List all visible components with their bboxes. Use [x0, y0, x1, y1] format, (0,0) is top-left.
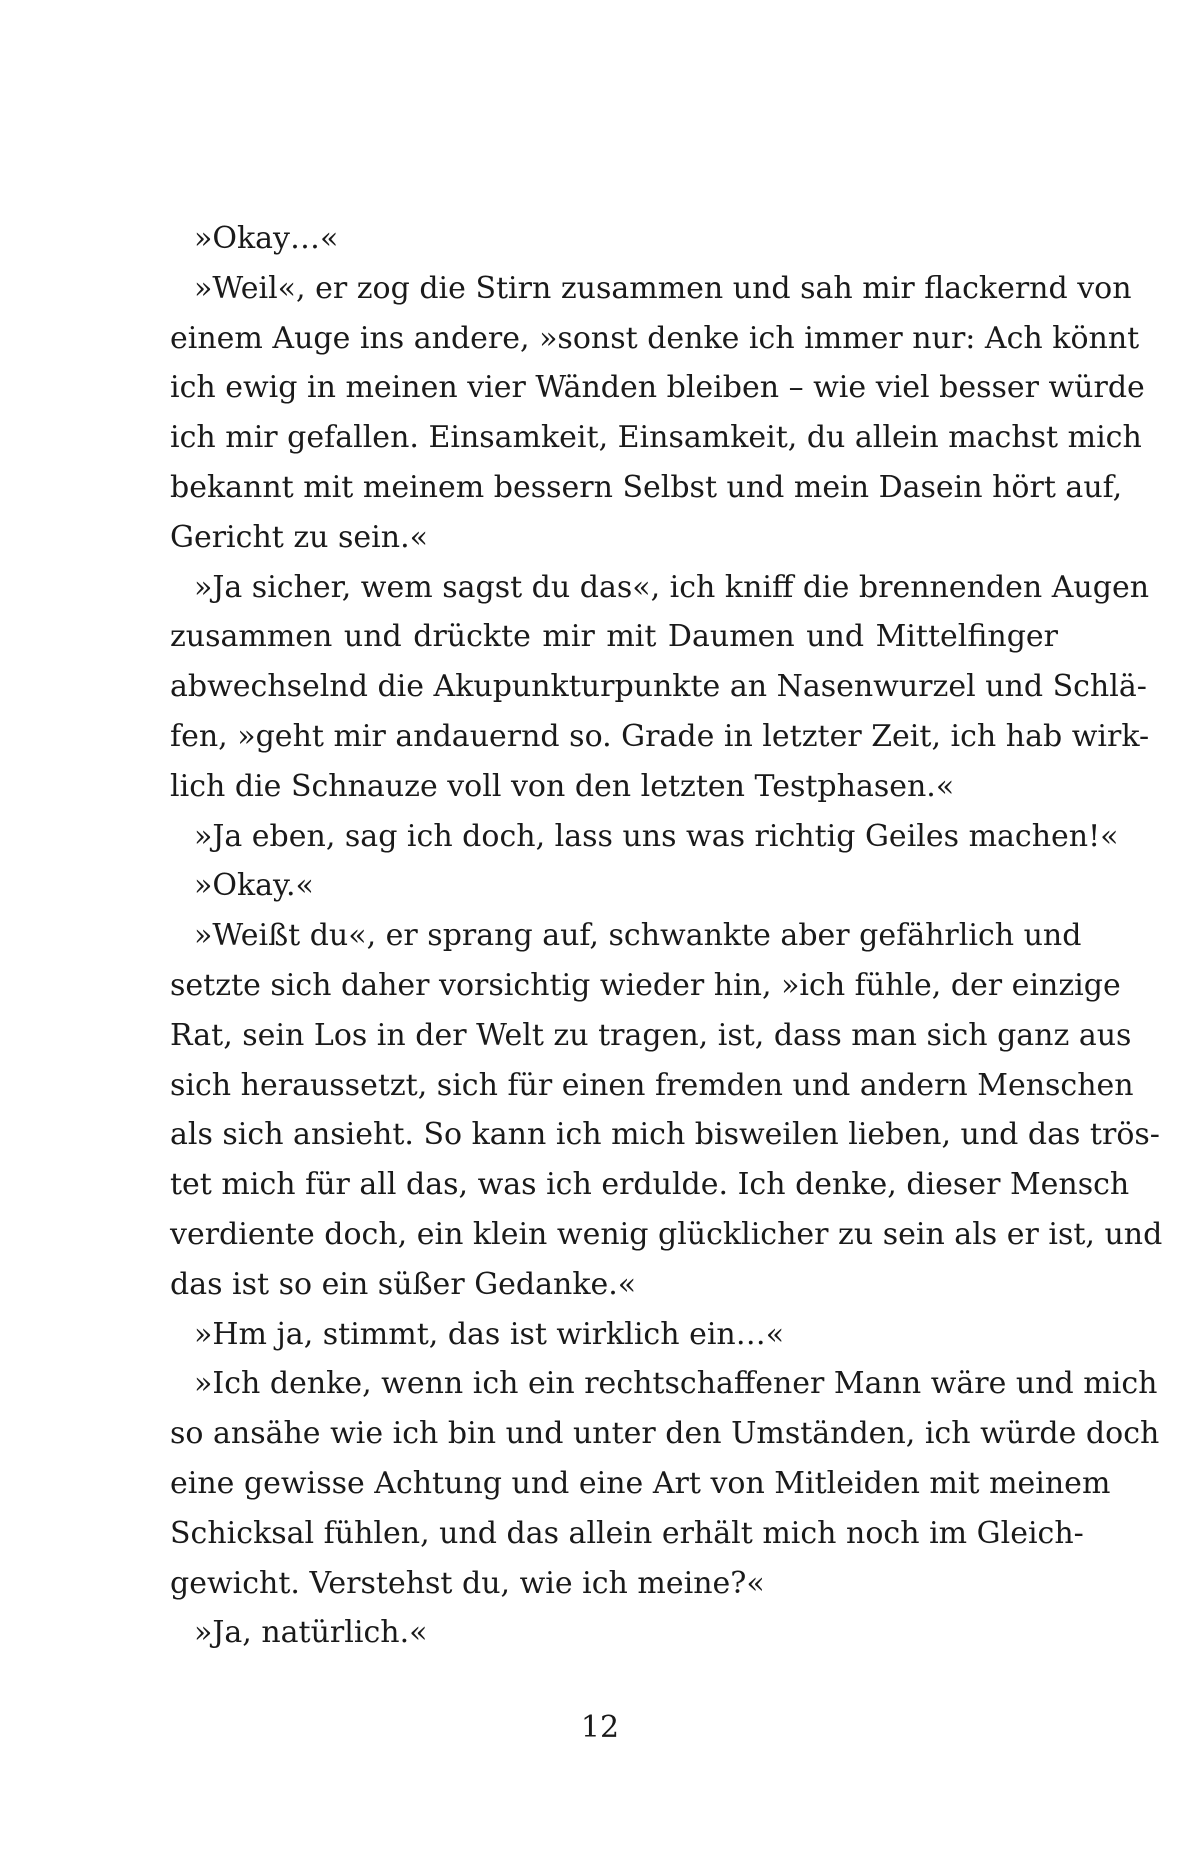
text-line: verdiente doch, ein klein wenig glücklicher zu sein als er ist, und — [170, 1216, 1163, 1252]
text-line: als sich ansieht. So kann ich mich bisweilen lieben, und das trös- — [170, 1117, 1160, 1153]
text-line: »Ja eben, sag ich doch, lass uns was richtig Geiles machen!« — [194, 818, 1119, 854]
text-line: eine gewisse Achtung und eine Art von Mitleiden mit meinem — [170, 1465, 1111, 1501]
body-text — [170, 214, 1163, 1658]
text-line: tet mich für all das, was ich erdulde. Ich denke, dieser Mensch — [170, 1167, 1130, 1203]
text-line: »Okay…« — [194, 221, 339, 256]
text-line: setzte sich daher vorsichtig wieder hin, »ich fühle, der einzige — [170, 967, 1121, 1003]
text-line: bekannt mit meinem bessern Selbst und mein Dasein hört auf, — [170, 469, 1123, 505]
text-line: gewicht. Verstehst du, wie ich meine?« — [170, 1565, 765, 1601]
text-line: einem Auge ins andere, »sonst denke ich immer nur: Ach könnt — [170, 320, 1140, 356]
text-line: »Ich denke, wenn ich ein rechtschaffener Mann wäre und mich — [194, 1366, 1158, 1402]
page-number: 12 — [580, 1710, 620, 1745]
text-line: das ist so ein süßer Gedanke.« — [170, 1266, 637, 1302]
text-line: abwechselnd die Akupunkturpunkte an Nasenwurzel und Schlä- — [170, 669, 1147, 705]
text-line: lich die Schnauze voll von den letzten Testphasen.« — [170, 768, 955, 804]
text-line: »Ja sicher, wem sagst du das«, ich kniff die brennenden Augen — [194, 569, 1150, 605]
text-line: fen, »geht mir andauernd so. Grade in letzter Zeit, ich hab wirk- — [170, 718, 1150, 754]
text-line: Schicksal fühlen, und das allein erhält mich noch im Gleich- — [170, 1515, 1084, 1551]
text-line: Rat, sein Los in der Welt zu tragen, ist, dass man sich ganz aus — [170, 1017, 1132, 1053]
text-line: ich ewig in meinen vier Wänden bleiben – wie viel besser würde — [170, 370, 1145, 406]
text-line: sich heraussetzt, sich für einen fremden und andern Menschen — [170, 1067, 1134, 1103]
text-line: so ansähe wie ich bin und unter den Umständen, ich würde doch — [170, 1416, 1160, 1452]
text-line: »Ja, natürlich.« — [194, 1615, 428, 1651]
text-line: ich mir gefallen. Einsamkeit, Einsamkeit, du allein machst mich — [170, 420, 1142, 456]
text-line: »Hm ja, stimmt, das ist wirklich ein…« — [194, 1316, 785, 1352]
text-line: zusammen und drückte mir mit Daumen und Mittelfinger — [170, 619, 1058, 655]
text-line: »Okay.« — [194, 868, 314, 904]
text-line: »Weil«, er zog die Stirn zusammen und sah mir flackernd von — [194, 270, 1132, 306]
text-line: Gericht zu sein.« — [170, 519, 428, 555]
text-line: »Weißt du«, er sprang auf, schwankte aber gefährlich und — [194, 918, 1082, 954]
